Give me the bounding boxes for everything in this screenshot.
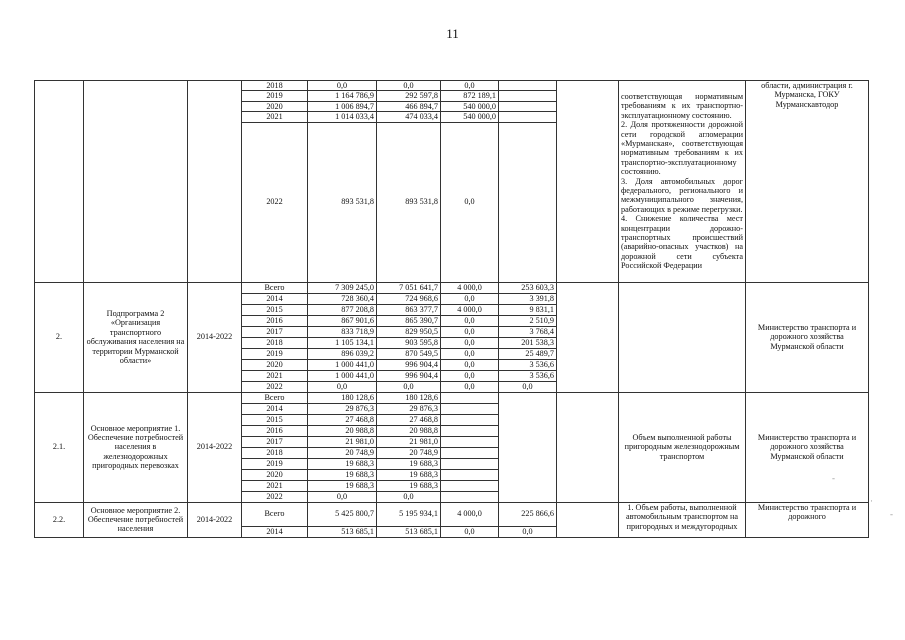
table-cell [499,122,557,282]
table-cell: 7 309 245,0 [308,282,377,293]
empty-cell [441,447,499,458]
table-cell: 292 597,8 [377,91,441,101]
table-cell: 0,0 [308,491,377,502]
table-cell: 867 901,6 [308,315,377,326]
table-cell: 19 688,3 [377,458,441,469]
table-cell: 2019 [242,91,308,101]
table-cell: 4 000,0 [441,282,499,293]
table-cell: 2022 [242,381,308,392]
table-cell: 20 748,9 [377,447,441,458]
table-cell: 2021 [242,112,308,122]
period: 2014-2022 [188,282,242,392]
row-number: 2.1. [35,392,84,502]
table-cell: 0,0 [441,370,499,381]
table-cell: 2 510,9 [499,315,557,326]
table-cell: 2022 [242,491,308,502]
table-row [35,502,869,526]
table-cell: 19 688,3 [308,480,377,491]
table-cell: 2018 [242,337,308,348]
table-cell: 201 538,3 [499,337,557,348]
table-cell: 19 688,3 [377,480,441,491]
table-cell: 877 208,8 [308,304,377,315]
table-cell: 0,0 [308,81,377,91]
table-cell [499,112,557,122]
table-cell: 0,0 [441,293,499,304]
table-cell: 2015 [242,414,308,425]
table-cell: 225 866,6 [499,502,557,526]
table-cell: 20 748,9 [308,447,377,458]
scan-dot-mark: · [870,496,873,506]
table-cell: 21 981,0 [308,436,377,447]
program-name: Основное мероприятие 1. Обеспечение потребностей населения в железнодорожных пригородных перевозках [84,392,188,502]
table-cell: 870 549,5 [377,348,441,359]
indicator-cell: Объем выполненной работы пригородным железнодорожным транспортом [619,392,746,502]
table-cell: 466 894,7 [377,101,441,111]
empty-cell [557,282,619,392]
table-cell: 2016 [242,425,308,436]
table-cell: 3 536,6 [499,370,557,381]
table-cell: 20 988,8 [377,425,441,436]
empty-cell [441,436,499,447]
table-cell: 2020 [242,469,308,480]
table-cell: 1 014 033,4 [308,112,377,122]
table-cell: 0,0 [441,348,499,359]
table-cell: 0,0 [377,491,441,502]
table-cell: 253 603,3 [499,282,557,293]
table-cell: 3 768,4 [499,326,557,337]
scan-dot-mark: - [890,509,893,519]
table-cell: 29 876,3 [377,403,441,414]
table-cell: 5 425 800,7 [308,502,377,526]
table-cell: Всего [242,282,308,293]
table-cell: 540 000,0 [441,112,499,122]
table-cell: 4 000,0 [441,304,499,315]
table-cell: 1 105 134,1 [308,337,377,348]
table-row [35,81,869,91]
table-cell: 5 195 934,1 [377,502,441,526]
empty-cell [557,81,619,283]
empty-cell [441,469,499,480]
indicator-cell: 1. Объем работы, выполненной автомобильным транспортом на пригородных и междугородных [619,502,746,537]
table-cell: 2014 [242,293,308,304]
empty-cell [619,282,746,392]
table-cell: 833 718,9 [308,326,377,337]
table-cell: 0,0 [308,381,377,392]
table-cell: 2019 [242,458,308,469]
table-cell [499,101,557,111]
table-cell: 863 377,7 [377,304,441,315]
empty-cell [557,502,619,537]
table-cell: 2021 [242,480,308,491]
responsible-cell: области, администрация г. Мурманска, ГОКУ Мурманскавтодор [746,81,869,283]
table-cell: 996 904,4 [377,359,441,370]
table-cell: 0,0 [441,122,499,282]
program-name: Основное мероприятие 2. Обеспечение потребностей населения [84,502,188,537]
table-cell: 180 128,6 [308,392,377,403]
table-cell: 20 988,8 [308,425,377,436]
table-cell: 2021 [242,370,308,381]
table-cell: 1 006 894,7 [308,101,377,111]
table-cell: 872 189,1 [441,91,499,101]
table-cell: 2020 [242,359,308,370]
table-cell: 0,0 [499,526,557,537]
program-name: Подпрограмма 2 «Организация транспортного обслуживания населения на территории Мурманской области» [84,282,188,392]
table-cell: 3 391,8 [499,293,557,304]
empty-cell [188,81,242,283]
table-cell: 2014 [242,526,308,537]
table-cell: 7 051 641,7 [377,282,441,293]
row-number: 2.2. [35,502,84,537]
table-cell: 0,0 [441,359,499,370]
table-cell: 0,0 [441,81,499,91]
table-cell: 1 164 786,9 [308,91,377,101]
table-cell: 1 000 441,0 [308,359,377,370]
table-cell: 21 981,0 [377,436,441,447]
table-cell: 1 000 441,0 [308,370,377,381]
page-number: 11 [446,26,459,41]
table-cell: 513 685,1 [308,526,377,537]
table-cell [499,91,557,101]
table-cell: 19 688,3 [308,469,377,480]
empty-cell [441,491,499,502]
empty-cell [35,81,84,283]
row-number: 2. [35,282,84,392]
table-cell: 893 531,8 [377,122,441,282]
table-cell: 29 876,3 [308,403,377,414]
table-cell: 2017 [242,326,308,337]
empty-cell [441,425,499,436]
table-cell: 996 904,4 [377,370,441,381]
table-row [35,282,869,293]
responsible-cell: Министерство транспорта и дорожного хозяйства Мурманской области [746,392,869,502]
responsible-cell: Министерство транспорта и дорожного хозяйства Мурманской области [746,282,869,392]
indicators-cell: соответствующая нормативным требованиям к их транспортно-эксплуатационному состоянию. 2. Доля протяженности дорожной сети городской агломерации «Мурманская», соответствующая нормативным требованиям к их транспортно-эксплуатационному состоянию. 3. Доля автомобильных дорог федерального, регионального и межмуниципального значения, работающих в режиме перегрузки. 4. Снижение количества мест концентрации дорожно-транспортных происшествий (аварийно-опасных участков) на дорожной сети субъекта Российской Федерации [619,81,746,283]
table-cell: 829 950,5 [377,326,441,337]
table-cell: 19 688,3 [308,458,377,469]
table-cell: 0,0 [441,326,499,337]
table-cell: 4 000,0 [441,502,499,526]
table-cell: 0,0 [441,526,499,537]
table-cell: 728 360,4 [308,293,377,304]
table-cell: 0,0 [441,381,499,392]
table-cell: 2022 [242,122,308,282]
table-cell: 0,0 [441,337,499,348]
empty-cell [441,414,499,425]
table-cell: 0,0 [441,315,499,326]
table-cell: 19 688,3 [377,469,441,480]
table-cell: 27 468,8 [377,414,441,425]
table-cell: Всего [242,392,308,403]
table-cell: 893 531,8 [308,122,377,282]
responsible-cell: Министерство транспорта и дорожного [746,502,869,537]
table-cell: 3 536,6 [499,359,557,370]
empty-cell [441,392,499,403]
table-cell: 474 033,4 [377,112,441,122]
table-cell [499,81,557,91]
table-cell: 903 595,8 [377,337,441,348]
table-cell: 2017 [242,436,308,447]
table-cell: 2014 [242,403,308,414]
table-cell: 540 000,0 [441,101,499,111]
table-cell: 0,0 [499,381,557,392]
table-cell: 513 685,1 [377,526,441,537]
table-cell: 865 390,7 [377,315,441,326]
empty-cell [557,392,619,502]
empty-cell [441,458,499,469]
table-row [35,392,869,403]
table-cell: 2016 [242,315,308,326]
empty-cell [84,81,188,283]
period: 2014-2022 [188,502,242,537]
table-cell: 0,0 [377,381,441,392]
table-cell: 25 489,7 [499,348,557,359]
table-cell: Всего [242,502,308,526]
table-cell: 896 039,2 [308,348,377,359]
empty-cell [441,480,499,491]
budget-table [34,80,869,538]
table-cell: 0,0 [377,81,441,91]
period: 2014-2022 [188,392,242,502]
table-cell: 2018 [242,447,308,458]
table-cell: 9 831,1 [499,304,557,315]
scan-dot-mark: - [832,473,835,483]
table-cell: 724 968,6 [377,293,441,304]
table-cell: 2020 [242,101,308,111]
empty-cell [441,403,499,414]
empty-cell [499,392,557,502]
table-cell: 2018 [242,81,308,91]
table-cell: 2015 [242,304,308,315]
table-cell: 27 468,8 [308,414,377,425]
table-cell: 2019 [242,348,308,359]
table-cell: 180 128,6 [377,392,441,403]
